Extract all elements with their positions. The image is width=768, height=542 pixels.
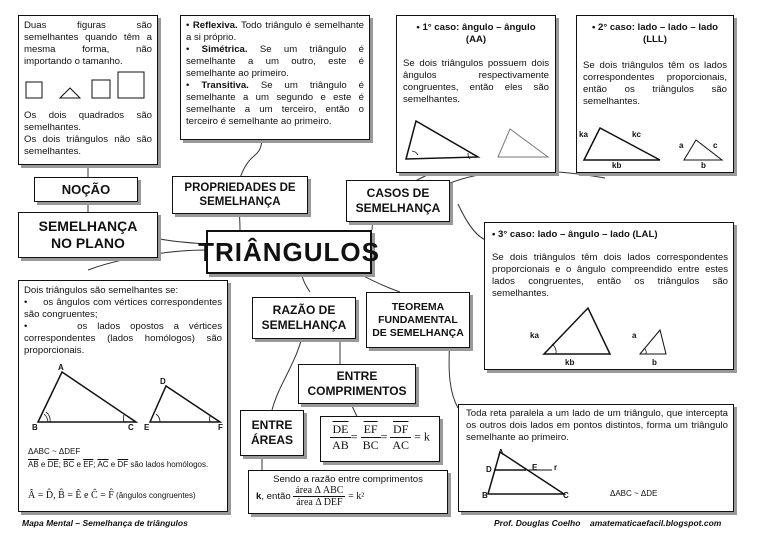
caso3-title: • 3° caso: lado – ângulo – lado (LAL)	[492, 229, 658, 240]
semelhanca-definition-text: Dois triângulos são semelhantes se: • os ângulos com vértices correspondentes são congruentes; • os lados opostos a vértices correspondentes (lados homólogos) são proporcionais.	[24, 285, 223, 356]
caso2-label-c: c	[713, 141, 718, 150]
teorema-label-d: D	[486, 465, 492, 474]
teorema-label-a: A	[498, 448, 504, 457]
vertex-e: E	[144, 423, 150, 432]
vertex-a: A	[58, 363, 64, 372]
reflexiva-item: • Reflexiva. Todo triângulo é semelhante a si próprio.	[186, 20, 364, 43]
caso3-text: Se dois triângulos têm dois lados correspondentes proporcionais e o ângulo compreendido entre estes lados congruentes, então os triângulos são semelhantes.	[492, 252, 728, 299]
caso1-title: • 1° caso: ângulo – ângulo (AA)	[416, 22, 536, 45]
node-semelhanca-no-plano: SEMELHANÇA NO PLANO	[18, 212, 158, 258]
caso2-title: • 2° caso: lado – lado – lado (LLL)	[591, 22, 719, 45]
caso2-label-kb: kb	[612, 161, 622, 170]
vertex-c: C	[128, 423, 134, 432]
footer-author: Prof. Douglas Coelho	[494, 518, 581, 528]
teorema-label-c: C	[563, 491, 569, 500]
relation-homologous: $\overline{AB}$ e $\overline{DE}$; $\overline{BC}$ e $\overline{EF}$; $\overline{AC}$ e $\overline{DF}$ são lados homólogos.	[28, 460, 209, 469]
caso2-text: Se dois triângulos têm os lados correspondentes proporcionais, então os triângulos são semelhantes.	[583, 60, 727, 107]
propriedades-list	[186, 20, 364, 128]
caso3-label-ka: ka	[530, 331, 539, 340]
relation-similar: ΔABC ~ ΔDEF	[28, 447, 81, 456]
center-title: TRIÂNGULOS	[206, 230, 372, 274]
comprimentos-formula: $\frac{\overline{DE}}{AB}$ = $\frac{\overline{EF}}{BC}$ = $\frac{\overline{DF}}{AC}$ = k	[332, 422, 430, 452]
caso2-triangles-figure	[578, 122, 732, 175]
vertex-f: F	[218, 423, 223, 432]
node-propriedades: PROPRIEDADES DE SEMELHANÇA	[172, 176, 308, 214]
relation-angles: Â = D̂, B̂ = Ê e Ĉ = F̂ (ângulos congruentes)	[28, 490, 196, 501]
semelhanca-item-angles: • os ângulos com vértices correspondentes são congruentes;	[24, 297, 223, 320]
nocao-squares-text: Os dois quadrados são semelhantes.	[24, 110, 152, 133]
caso1-text: Se dois triângulos possuem dois ângulos respectivamente congruentes, então eles são semelhantes.	[403, 58, 549, 105]
caso2-label-ka: ka	[579, 130, 588, 139]
footer-title: Mapa Mental – Semelhança de triângulos	[22, 518, 188, 528]
vertex-d: D	[160, 377, 166, 386]
areas-formula: k, então $\frac{\text{área Δ ABC}}{\text{área Δ DEF}}$ = k²	[256, 485, 365, 508]
simetrica-item: • Simétrica. Se um triângulo é semelhante a um outro, este é semelhante ao primeiro.	[186, 44, 364, 79]
semelhanca-triangles-figure	[24, 362, 224, 437]
nocao-triangles-text: Os dois triângulos não são semelhantes.	[24, 134, 152, 157]
semelhanca-item-sides: • os lados opostos a vértices correspondentes (lados homólogos) são proporcionais.	[24, 321, 222, 356]
node-entre-areas: ENTRE ÁREAS	[240, 410, 304, 456]
areas-text: Sendo a razão entre comprimentos	[273, 474, 423, 485]
teorema-relation: ΔABC ~ ΔDE	[610, 489, 658, 498]
node-razao: RAZÃO DE SEMELHANÇA	[252, 297, 356, 339]
caso2-label-b: b	[701, 161, 706, 170]
teorema-text: Toda reta paralela a um lado de um triângulo, que intercepta os outros dois lados em pontos distintos, forma um triângulo semelhante ao primeiro.	[466, 408, 728, 443]
squares-triangles-figure	[24, 70, 154, 107]
teorema-label-r: r	[554, 463, 558, 472]
node-teorema: TEOREMA FUNDAMENTAL DE SEMELHANÇA	[366, 292, 470, 348]
node-nocao: NOÇÃO	[34, 177, 138, 202]
caso2-label-kc: kc	[632, 130, 641, 139]
node-casos: CASOS DE SEMELHANÇA	[346, 180, 450, 222]
transitiva-item: • Transitiva. Se um triângulo é semelhante a um segundo e este é semelhante a um terceiro, então o terceiro é semelhante ao primeiro.	[186, 80, 364, 127]
caso1-triangles-figure	[398, 115, 554, 170]
footer-site: amatematicaefacil.blogspot.com	[590, 518, 722, 528]
nocao-definition-text: Duas figuras são semelhantes quando têm a mesma forma, não importando o tamanho.	[24, 20, 152, 67]
vertex-b: B	[32, 423, 38, 432]
caso2-label-a: a	[679, 141, 684, 150]
teorema-label-b: B	[482, 491, 488, 500]
caso3-label-kb: kb	[565, 358, 575, 367]
teorema-label-e: E	[532, 463, 538, 472]
caso3-label-a: a	[632, 331, 637, 340]
caso3-label-b: b	[652, 358, 657, 367]
node-entre-comprimentos: ENTRE COMPRIMENTOS	[298, 364, 416, 404]
caso3-triangles-figure	[488, 300, 730, 365]
